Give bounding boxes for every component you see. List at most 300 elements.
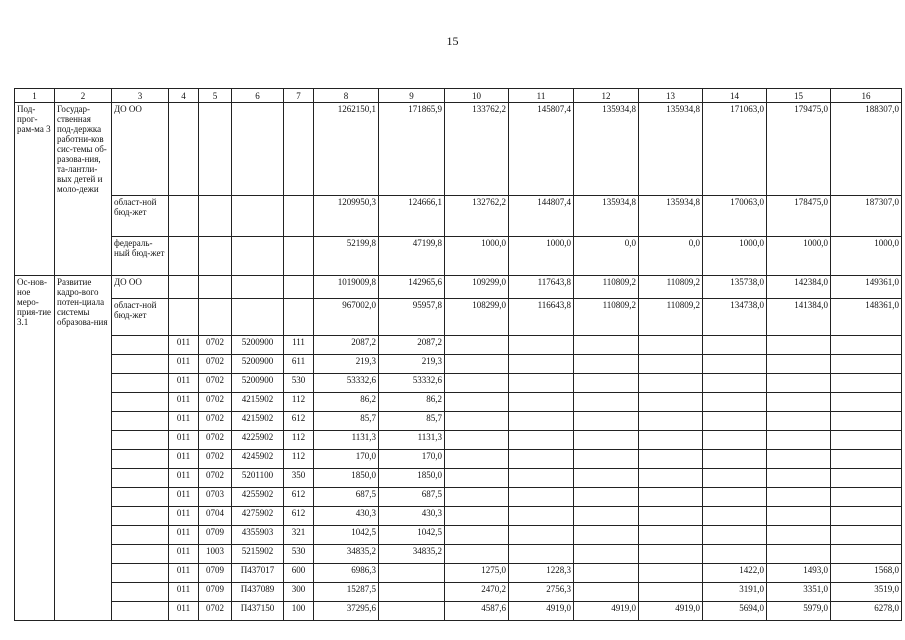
value-cell: 110809,2 bbox=[639, 276, 703, 299]
code-cell: 4215902 bbox=[232, 412, 284, 431]
code-cell: 011 bbox=[169, 336, 199, 355]
col-header: 4 bbox=[169, 89, 199, 103]
value-cell: 171063,0 bbox=[703, 103, 767, 196]
table-row bbox=[15, 431, 902, 450]
code-cell: 0702 bbox=[199, 393, 232, 412]
funding-source: ДО ОО bbox=[112, 276, 169, 299]
code-cell bbox=[232, 299, 284, 336]
col-header: 15 bbox=[767, 89, 831, 103]
value-cell bbox=[574, 336, 639, 355]
value-cell: 2470,2 bbox=[445, 583, 509, 602]
value-cell: 133762,2 bbox=[445, 103, 509, 196]
code-cell: 011 bbox=[169, 545, 199, 564]
value-cell: 135934,8 bbox=[639, 103, 703, 196]
code-cell: 300 bbox=[284, 583, 314, 602]
code-cell: 5200900 bbox=[232, 355, 284, 374]
value-cell bbox=[509, 431, 574, 450]
col-header: 7 bbox=[284, 89, 314, 103]
table-row bbox=[15, 355, 902, 374]
value-cell: 4919,0 bbox=[574, 602, 639, 621]
table-row bbox=[15, 450, 902, 469]
code-cell bbox=[232, 237, 284, 276]
value-cell bbox=[445, 545, 509, 564]
code-cell: 5200900 bbox=[232, 374, 284, 393]
value-cell bbox=[767, 507, 831, 526]
code-cell: 0704 bbox=[199, 507, 232, 526]
code-cell: 612 bbox=[284, 412, 314, 431]
value-cell bbox=[703, 526, 767, 545]
funding-source bbox=[112, 469, 169, 488]
value-cell bbox=[639, 564, 703, 583]
value-cell: 3519,0 bbox=[831, 583, 902, 602]
value-cell bbox=[703, 507, 767, 526]
value-cell: 148361,0 bbox=[831, 299, 902, 336]
value-cell: 144807,4 bbox=[509, 196, 574, 237]
value-cell: 187307,0 bbox=[831, 196, 902, 237]
value-cell: 1850,0 bbox=[379, 469, 445, 488]
col-header: 16 bbox=[831, 89, 902, 103]
value-cell: 117643,8 bbox=[509, 276, 574, 299]
code-cell: 011 bbox=[169, 526, 199, 545]
table-row bbox=[15, 583, 902, 602]
value-cell bbox=[767, 336, 831, 355]
code-cell: 011 bbox=[169, 393, 199, 412]
value-cell: 141384,0 bbox=[767, 299, 831, 336]
value-cell bbox=[445, 393, 509, 412]
code-cell: 0702 bbox=[199, 374, 232, 393]
value-cell: 4919,0 bbox=[509, 602, 574, 621]
code-cell bbox=[199, 299, 232, 336]
value-cell: 5979,0 bbox=[767, 602, 831, 621]
value-cell: 108299,0 bbox=[445, 299, 509, 336]
code-cell: 4355903 bbox=[232, 526, 284, 545]
value-cell: 170,0 bbox=[379, 450, 445, 469]
value-cell bbox=[639, 545, 703, 564]
value-cell: 687,5 bbox=[314, 488, 379, 507]
value-cell bbox=[703, 431, 767, 450]
table-row bbox=[15, 545, 902, 564]
value-cell bbox=[445, 450, 509, 469]
value-cell bbox=[831, 488, 902, 507]
code-cell bbox=[284, 299, 314, 336]
code-cell: 5200900 bbox=[232, 336, 284, 355]
code-cell: П437089 bbox=[232, 583, 284, 602]
measure-label: Ос-нов-ное меро-прия-тие 3.1 bbox=[15, 276, 55, 621]
table-row bbox=[15, 276, 902, 299]
code-cell bbox=[169, 103, 199, 196]
code-cell: 4275902 bbox=[232, 507, 284, 526]
value-cell bbox=[767, 393, 831, 412]
value-cell: 85,7 bbox=[379, 412, 445, 431]
budget-table bbox=[14, 88, 902, 621]
value-cell bbox=[639, 450, 703, 469]
value-cell: 86,2 bbox=[314, 393, 379, 412]
value-cell: 1000,0 bbox=[445, 237, 509, 276]
funding-source bbox=[112, 602, 169, 621]
funding-source: федераль-ный бюд-жет bbox=[112, 237, 169, 276]
code-cell: 321 bbox=[284, 526, 314, 545]
code-cell: 600 bbox=[284, 564, 314, 583]
code-cell bbox=[232, 103, 284, 196]
value-cell bbox=[703, 374, 767, 393]
funding-source bbox=[112, 507, 169, 526]
value-cell: 134738,0 bbox=[703, 299, 767, 336]
value-cell bbox=[831, 526, 902, 545]
value-cell bbox=[574, 488, 639, 507]
code-cell bbox=[169, 276, 199, 299]
value-cell: 1000,0 bbox=[509, 237, 574, 276]
code-cell: 350 bbox=[284, 469, 314, 488]
code-cell bbox=[284, 276, 314, 299]
value-cell: 135934,8 bbox=[574, 196, 639, 237]
value-cell bbox=[445, 507, 509, 526]
value-cell bbox=[445, 526, 509, 545]
code-cell: 011 bbox=[169, 450, 199, 469]
col-header: 10 bbox=[445, 89, 509, 103]
value-cell: 430,3 bbox=[379, 507, 445, 526]
value-cell bbox=[639, 507, 703, 526]
value-cell: 15287,5 bbox=[314, 583, 379, 602]
value-cell bbox=[767, 374, 831, 393]
value-cell bbox=[831, 374, 902, 393]
table-row bbox=[15, 602, 902, 621]
table-row bbox=[15, 412, 902, 431]
value-cell: 1209950,3 bbox=[314, 196, 379, 237]
code-cell: 011 bbox=[169, 412, 199, 431]
value-cell bbox=[574, 431, 639, 450]
value-cell: 34835,2 bbox=[379, 545, 445, 564]
value-cell: 1131,3 bbox=[379, 431, 445, 450]
value-cell: 2087,2 bbox=[379, 336, 445, 355]
code-cell: 0702 bbox=[199, 469, 232, 488]
value-cell: 178475,0 bbox=[767, 196, 831, 237]
table-row bbox=[15, 469, 902, 488]
funding-source: област-ной бюд-жет bbox=[112, 299, 169, 336]
code-cell: 530 bbox=[284, 545, 314, 564]
value-cell: 3191,0 bbox=[703, 583, 767, 602]
value-cell bbox=[509, 355, 574, 374]
value-cell bbox=[703, 545, 767, 564]
value-cell: 6986,3 bbox=[314, 564, 379, 583]
value-cell: 171865,9 bbox=[379, 103, 445, 196]
col-header: 13 bbox=[639, 89, 703, 103]
code-cell: 0709 bbox=[199, 526, 232, 545]
code-cell: 011 bbox=[169, 374, 199, 393]
code-cell: 1003 bbox=[199, 545, 232, 564]
value-cell bbox=[445, 469, 509, 488]
value-cell bbox=[831, 412, 902, 431]
table-row bbox=[15, 196, 902, 237]
value-cell bbox=[574, 583, 639, 602]
value-cell: 95957,8 bbox=[379, 299, 445, 336]
code-cell: 4255902 bbox=[232, 488, 284, 507]
code-cell: П437017 bbox=[232, 564, 284, 583]
value-cell: 86,2 bbox=[379, 393, 445, 412]
value-cell bbox=[445, 355, 509, 374]
code-cell: 011 bbox=[169, 507, 199, 526]
code-cell bbox=[169, 299, 199, 336]
value-cell: 430,3 bbox=[314, 507, 379, 526]
code-cell bbox=[199, 196, 232, 237]
value-cell: 1262150,1 bbox=[314, 103, 379, 196]
col-header: 5 bbox=[199, 89, 232, 103]
value-cell: 6278,0 bbox=[831, 602, 902, 621]
value-cell bbox=[639, 355, 703, 374]
code-cell: 011 bbox=[169, 564, 199, 583]
funding-source bbox=[112, 564, 169, 583]
value-cell: 142384,0 bbox=[767, 276, 831, 299]
funding-source bbox=[112, 355, 169, 374]
funding-source bbox=[112, 412, 169, 431]
program-title: Государ-ственная под-держка работни-ков сис-темы об-разова-ния, та-лантли-вых детей и моло-дежи bbox=[55, 103, 112, 276]
value-cell: 37295,6 bbox=[314, 602, 379, 621]
funding-source bbox=[112, 431, 169, 450]
value-cell bbox=[639, 431, 703, 450]
value-cell bbox=[767, 469, 831, 488]
table-row bbox=[15, 507, 902, 526]
code-cell: 112 bbox=[284, 393, 314, 412]
value-cell bbox=[574, 507, 639, 526]
code-cell bbox=[284, 237, 314, 276]
value-cell: 47199,8 bbox=[379, 237, 445, 276]
code-cell: 4225902 bbox=[232, 431, 284, 450]
value-cell bbox=[639, 393, 703, 412]
value-cell: 1850,0 bbox=[314, 469, 379, 488]
code-cell: 4215902 bbox=[232, 393, 284, 412]
code-cell: 011 bbox=[169, 488, 199, 507]
value-cell bbox=[767, 545, 831, 564]
value-cell: 1000,0 bbox=[831, 237, 902, 276]
value-cell bbox=[379, 583, 445, 602]
funding-source bbox=[112, 488, 169, 507]
value-cell: 1042,5 bbox=[314, 526, 379, 545]
funding-source bbox=[112, 583, 169, 602]
value-cell: 142965,6 bbox=[379, 276, 445, 299]
table-row bbox=[15, 564, 902, 583]
code-cell: 4245902 bbox=[232, 450, 284, 469]
value-cell bbox=[379, 564, 445, 583]
code-cell: 111 bbox=[284, 336, 314, 355]
col-header: 11 bbox=[509, 89, 574, 103]
value-cell: 110809,2 bbox=[639, 299, 703, 336]
value-cell bbox=[831, 545, 902, 564]
code-cell bbox=[169, 196, 199, 237]
col-header: 2 bbox=[55, 89, 112, 103]
code-cell: 011 bbox=[169, 602, 199, 621]
col-header: 12 bbox=[574, 89, 639, 103]
value-cell bbox=[574, 374, 639, 393]
col-header: 8 bbox=[314, 89, 379, 103]
value-cell bbox=[445, 336, 509, 355]
code-cell: 112 bbox=[284, 450, 314, 469]
table-row bbox=[15, 103, 902, 196]
value-cell: 110809,2 bbox=[574, 299, 639, 336]
code-cell bbox=[284, 196, 314, 237]
value-cell bbox=[509, 526, 574, 545]
value-cell: 1228,3 bbox=[509, 564, 574, 583]
code-cell bbox=[199, 103, 232, 196]
value-cell bbox=[574, 526, 639, 545]
value-cell: 219,3 bbox=[379, 355, 445, 374]
value-cell: 149361,0 bbox=[831, 276, 902, 299]
value-cell: 1019009,8 bbox=[314, 276, 379, 299]
value-cell bbox=[574, 355, 639, 374]
value-cell: 2087,2 bbox=[314, 336, 379, 355]
program-label: Под-прог-рам-ма 3 bbox=[15, 103, 55, 276]
value-cell bbox=[509, 507, 574, 526]
value-cell bbox=[639, 469, 703, 488]
code-cell: 112 bbox=[284, 431, 314, 450]
value-cell bbox=[574, 450, 639, 469]
funding-source bbox=[112, 450, 169, 469]
code-cell: 0702 bbox=[199, 336, 232, 355]
code-cell: 0702 bbox=[199, 355, 232, 374]
code-cell bbox=[232, 276, 284, 299]
value-cell bbox=[703, 412, 767, 431]
table-row bbox=[15, 393, 902, 412]
value-cell bbox=[703, 355, 767, 374]
value-cell: 967002,0 bbox=[314, 299, 379, 336]
code-cell: 011 bbox=[169, 469, 199, 488]
col-header: 6 bbox=[232, 89, 284, 103]
funding-source bbox=[112, 526, 169, 545]
code-cell: 612 bbox=[284, 507, 314, 526]
value-cell: 135738,0 bbox=[703, 276, 767, 299]
col-header: 9 bbox=[379, 89, 445, 103]
funding-source bbox=[112, 545, 169, 564]
value-cell bbox=[574, 564, 639, 583]
value-cell bbox=[703, 469, 767, 488]
value-cell bbox=[509, 374, 574, 393]
value-cell: 34835,2 bbox=[314, 545, 379, 564]
col-header: 14 bbox=[703, 89, 767, 103]
code-cell: 011 bbox=[169, 431, 199, 450]
code-cell bbox=[232, 196, 284, 237]
code-cell: 611 bbox=[284, 355, 314, 374]
code-cell: 100 bbox=[284, 602, 314, 621]
value-cell bbox=[767, 412, 831, 431]
value-cell bbox=[509, 450, 574, 469]
value-cell: 53332,6 bbox=[314, 374, 379, 393]
value-cell bbox=[509, 488, 574, 507]
code-cell: 0709 bbox=[199, 583, 232, 602]
value-cell bbox=[703, 450, 767, 469]
table-row bbox=[15, 374, 902, 393]
value-cell bbox=[639, 374, 703, 393]
value-cell: 2756,3 bbox=[509, 583, 574, 602]
value-cell bbox=[509, 336, 574, 355]
code-cell bbox=[284, 103, 314, 196]
value-cell: 3351,0 bbox=[767, 583, 831, 602]
funding-source: ДО ОО bbox=[112, 103, 169, 196]
table-row bbox=[15, 237, 902, 276]
value-cell bbox=[767, 450, 831, 469]
value-cell bbox=[703, 488, 767, 507]
value-cell: 1131,3 bbox=[314, 431, 379, 450]
funding-source bbox=[112, 393, 169, 412]
value-cell bbox=[574, 545, 639, 564]
code-cell: 612 bbox=[284, 488, 314, 507]
measure-title: Развитие кадро-вого потен-циала системы образова-ния bbox=[55, 276, 112, 621]
value-cell bbox=[703, 393, 767, 412]
value-cell bbox=[639, 488, 703, 507]
value-cell: 179475,0 bbox=[767, 103, 831, 196]
value-cell bbox=[767, 431, 831, 450]
value-cell bbox=[445, 488, 509, 507]
funding-source bbox=[112, 374, 169, 393]
value-cell bbox=[831, 469, 902, 488]
code-cell: 530 bbox=[284, 374, 314, 393]
value-cell: 135934,8 bbox=[639, 196, 703, 237]
value-cell bbox=[767, 488, 831, 507]
value-cell: 145807,4 bbox=[509, 103, 574, 196]
code-cell: 0702 bbox=[199, 431, 232, 450]
code-cell: 5215902 bbox=[232, 545, 284, 564]
value-cell bbox=[509, 545, 574, 564]
value-cell: 170063,0 bbox=[703, 196, 767, 237]
value-cell bbox=[639, 336, 703, 355]
table-row bbox=[15, 299, 902, 336]
value-cell: 1422,0 bbox=[703, 564, 767, 583]
value-cell: 109299,0 bbox=[445, 276, 509, 299]
code-cell: 011 bbox=[169, 583, 199, 602]
value-cell bbox=[703, 336, 767, 355]
value-cell: 1275,0 bbox=[445, 564, 509, 583]
code-cell bbox=[199, 237, 232, 276]
value-cell bbox=[574, 393, 639, 412]
value-cell: 687,5 bbox=[379, 488, 445, 507]
value-cell: 4919,0 bbox=[639, 602, 703, 621]
value-cell bbox=[831, 393, 902, 412]
value-cell: 110809,2 bbox=[574, 276, 639, 299]
value-cell bbox=[509, 469, 574, 488]
value-cell: 1000,0 bbox=[767, 237, 831, 276]
value-cell bbox=[831, 336, 902, 355]
value-cell: 1000,0 bbox=[703, 237, 767, 276]
value-cell: 132762,2 bbox=[445, 196, 509, 237]
value-cell bbox=[831, 507, 902, 526]
header-row bbox=[15, 89, 902, 103]
value-cell: 124666,1 bbox=[379, 196, 445, 237]
value-cell bbox=[509, 412, 574, 431]
value-cell: 116643,8 bbox=[509, 299, 574, 336]
page-number: 15 bbox=[446, 34, 459, 48]
value-cell: 0,0 bbox=[639, 237, 703, 276]
value-cell: 52199,8 bbox=[314, 237, 379, 276]
value-cell bbox=[767, 526, 831, 545]
value-cell: 135934,8 bbox=[574, 103, 639, 196]
table-row bbox=[15, 488, 902, 507]
value-cell bbox=[831, 450, 902, 469]
value-cell: 219,3 bbox=[314, 355, 379, 374]
value-cell bbox=[509, 393, 574, 412]
value-cell bbox=[831, 431, 902, 450]
value-cell bbox=[639, 526, 703, 545]
value-cell bbox=[574, 469, 639, 488]
code-cell bbox=[169, 237, 199, 276]
value-cell: 170,0 bbox=[314, 450, 379, 469]
code-cell: 5201100 bbox=[232, 469, 284, 488]
value-cell bbox=[574, 412, 639, 431]
value-cell bbox=[767, 355, 831, 374]
table-row bbox=[15, 336, 902, 355]
value-cell: 0,0 bbox=[574, 237, 639, 276]
value-cell bbox=[639, 583, 703, 602]
value-cell: 1568,0 bbox=[831, 564, 902, 583]
value-cell: 85,7 bbox=[314, 412, 379, 431]
code-cell: 0702 bbox=[199, 602, 232, 621]
value-cell: 53332,6 bbox=[379, 374, 445, 393]
